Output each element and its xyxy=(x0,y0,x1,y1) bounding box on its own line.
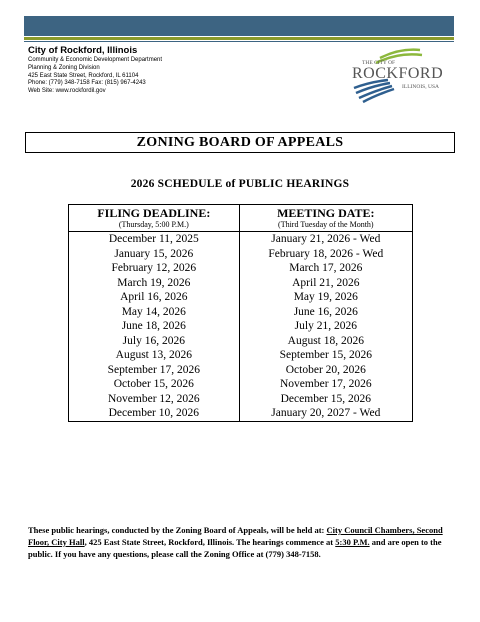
rockford-logo xyxy=(340,46,455,106)
meeting-date: August 18, 2026 xyxy=(239,334,412,349)
address-line: Community & Economic Development Department xyxy=(28,57,163,63)
filing-date: December 11, 2025 xyxy=(69,232,240,247)
address-line: Phone: (779) 348-7158 Fax: (815) 967-4243 xyxy=(28,80,146,87)
filing-date: April 16, 2026 xyxy=(69,290,240,305)
meeting-date: January 20, 2027 - Wed xyxy=(239,406,412,421)
header-dark-rule xyxy=(24,41,454,42)
address-line: Planning & Zoning Division xyxy=(28,64,100,71)
table-row xyxy=(69,392,413,407)
notice-time: 5:30 P.M. xyxy=(335,537,370,547)
address-line: 425 East State Street, Rockford, IL 61104 xyxy=(28,72,139,79)
board-title: ZONING BOARD OF APPEALS xyxy=(25,132,455,153)
notice-location: City Council Chambers, Second Floor, City Hall xyxy=(28,525,443,547)
filing-date: July 16, 2026 xyxy=(69,334,240,349)
filing-date: May 14, 2026 xyxy=(69,305,240,320)
filing-date: June 18, 2026 xyxy=(69,319,240,334)
table-row xyxy=(69,261,413,276)
table-row xyxy=(69,247,413,262)
meeting-date: March 17, 2026 xyxy=(239,261,412,276)
meeting-date: December 15, 2026 xyxy=(239,392,412,407)
notice-text: , 425 East State Street, Rockford, Illinois. The hearings commence at xyxy=(84,537,336,547)
filing-date: December 10, 2026 xyxy=(69,406,240,421)
header-olive-rule xyxy=(24,37,454,40)
table-row xyxy=(69,377,413,392)
table-row xyxy=(69,319,413,334)
meeting-date: July 21, 2026 xyxy=(239,319,412,334)
org-contact-block xyxy=(28,45,162,96)
column-subtitle: (Thursday, 5:00 P.M.) xyxy=(118,220,189,229)
table-row xyxy=(69,290,413,305)
table-row xyxy=(69,348,413,363)
meeting-date: January 21, 2026 - Wed xyxy=(239,232,412,247)
meeting-date: February 18, 2026 - Wed xyxy=(239,247,412,262)
column-subtitle: (Third Tuesday of the Month) xyxy=(278,220,374,229)
filing-date: March 19, 2026 xyxy=(69,276,240,291)
meeting-date: November 17, 2026 xyxy=(239,377,412,392)
filing-date: August 13, 2026 xyxy=(69,348,240,363)
column-title: FILING DEADLINE: xyxy=(97,206,211,220)
filing-date: January 15, 2026 xyxy=(69,247,240,262)
hearing-schedule-table xyxy=(68,204,413,422)
table-row xyxy=(69,232,413,247)
schedule-title: 2026 SCHEDULE of PUBLIC HEARINGS xyxy=(130,178,350,190)
table-row xyxy=(69,276,413,291)
notice-text: These public hearings, conducted by the Zoning Board of Appeals, will be held at: xyxy=(28,525,327,535)
table-row xyxy=(69,334,413,349)
table-row xyxy=(69,363,413,378)
meeting-date: October 20, 2026 xyxy=(239,363,412,378)
filing-date: November 12, 2026 xyxy=(69,392,240,407)
logo-main-text: ROCKFORD xyxy=(352,65,444,82)
column-title: MEETING DATE: xyxy=(277,206,375,220)
column-header-meeting xyxy=(239,205,412,232)
meeting-date: May 19, 2026 xyxy=(239,290,412,305)
logo-top-text: THE CITY OF xyxy=(362,60,396,66)
address-line: Web Site: www.rockfordil.gov xyxy=(28,88,106,95)
meeting-date: April 21, 2026 xyxy=(239,276,412,291)
table-row xyxy=(69,406,413,421)
filing-date: October 15, 2026 xyxy=(69,377,240,392)
meeting-date: June 16, 2026 xyxy=(239,305,412,320)
filing-date: February 12, 2026 xyxy=(69,261,240,276)
org-name: City of Rockford, Illinois xyxy=(28,45,138,56)
filing-date: September 17, 2026 xyxy=(69,363,240,378)
column-header-filing xyxy=(69,205,240,232)
table-header-row xyxy=(69,205,413,232)
table-row xyxy=(69,305,413,320)
header-color-bar xyxy=(24,16,454,36)
logo-sub-text: ILLINOIS, USA xyxy=(402,84,439,90)
hearing-notice xyxy=(28,524,452,560)
notice-text: and are open to the public. If you have any questions, please call the Zoning Office at (779) 348-7158. xyxy=(28,537,442,559)
meeting-date: September 15, 2026 xyxy=(239,348,412,363)
